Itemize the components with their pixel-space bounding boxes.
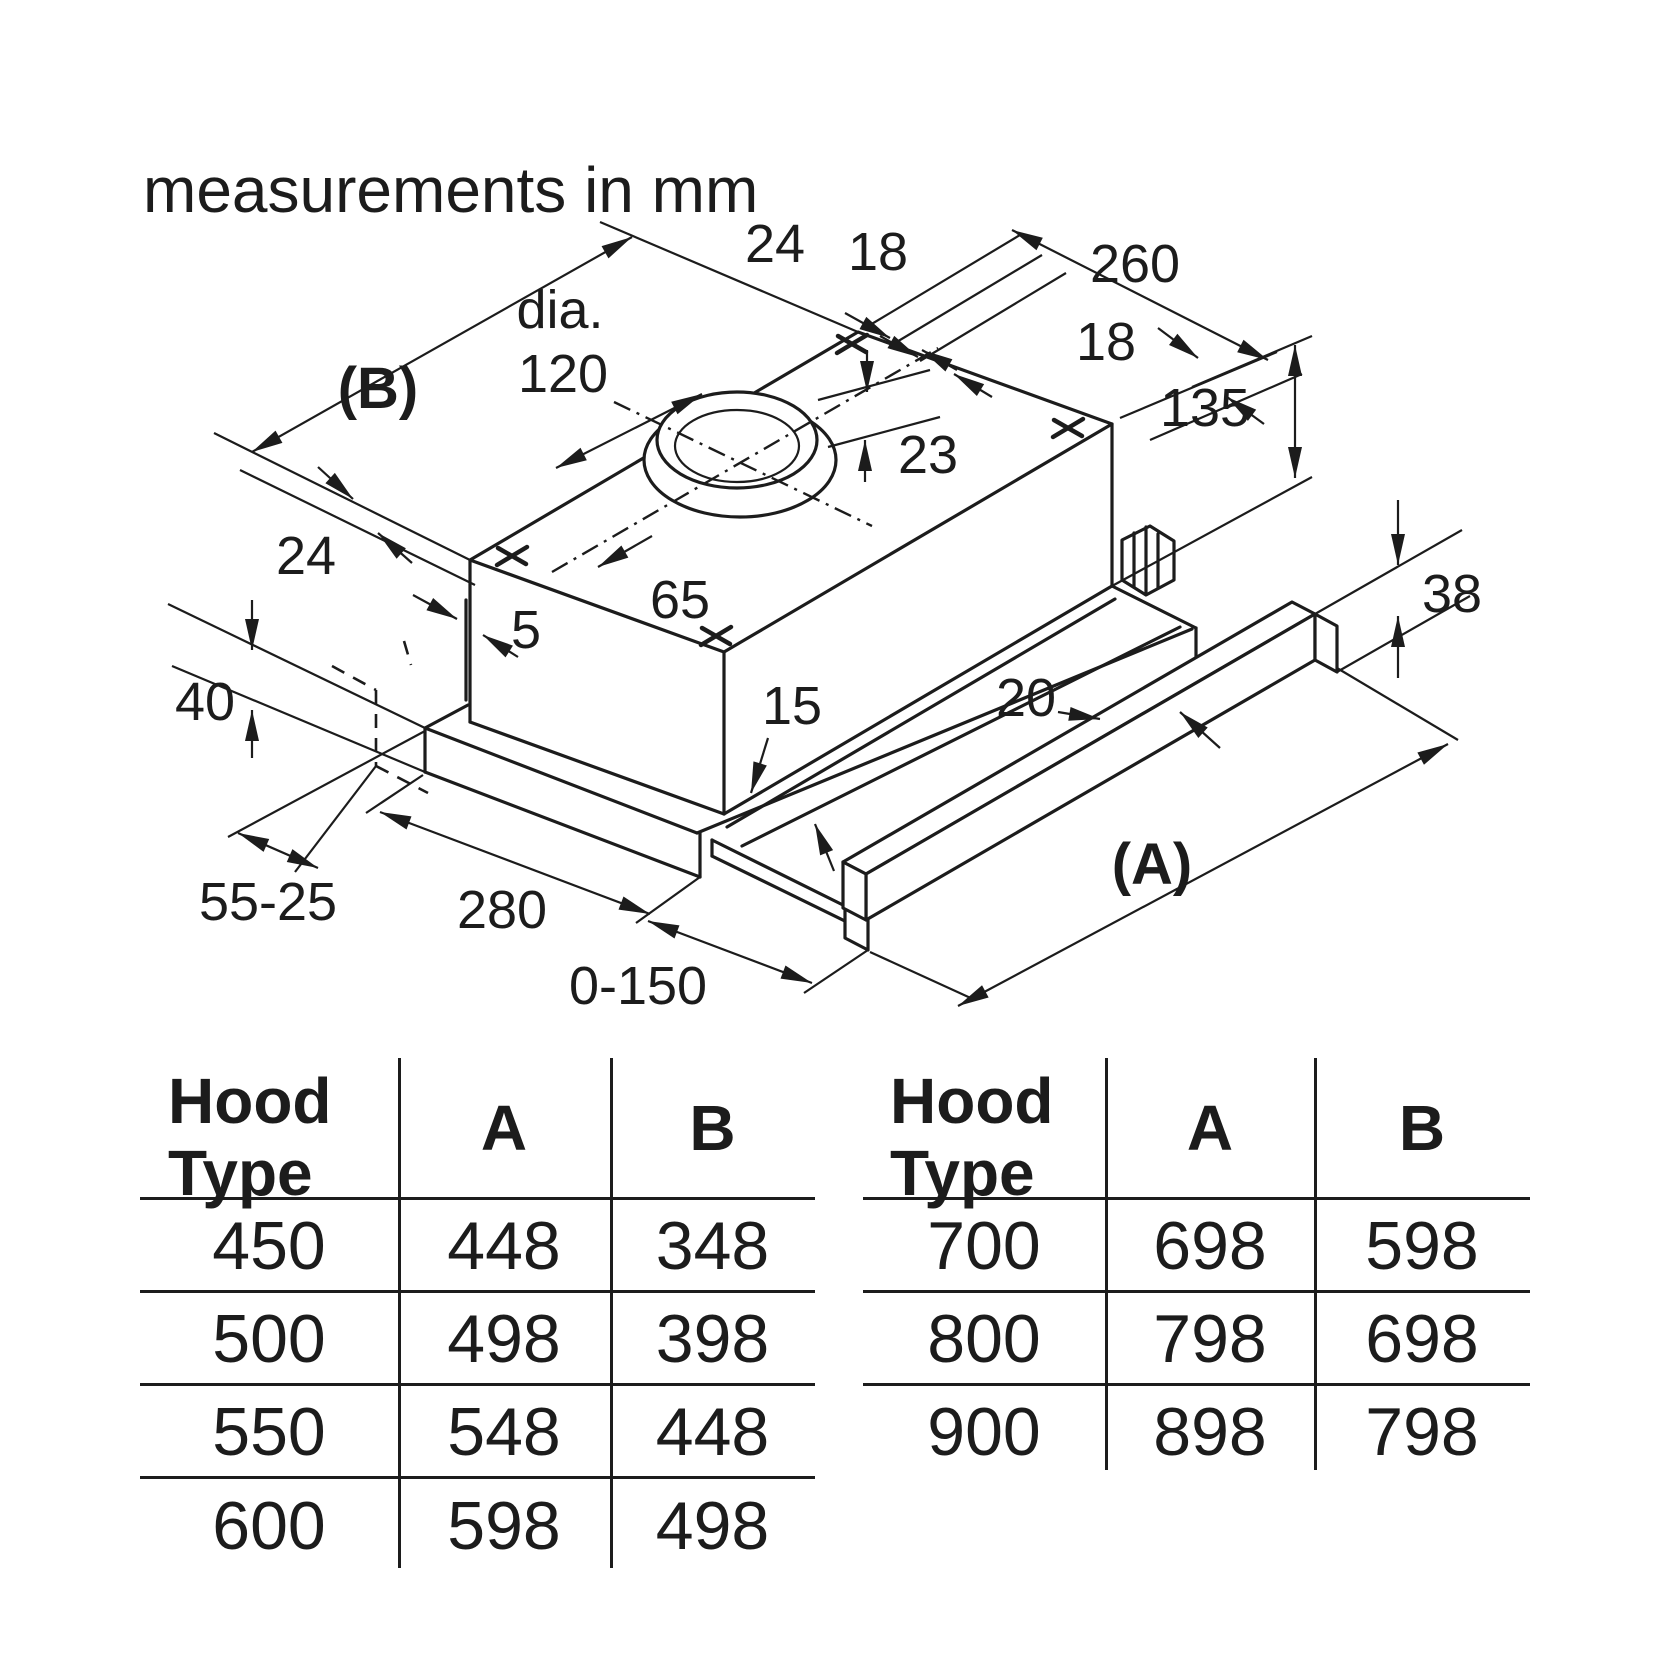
diagram-title: measurements in mm [143,154,759,226]
dim-range-55-25 [199,731,425,932]
cell-b: 348 [655,1208,770,1284]
column-header: B [689,1092,736,1164]
dim-label-38: 38 [1421,564,1483,624]
cell-hood-type: 800 [927,1301,1041,1377]
cell-a: 448 [447,1208,561,1284]
column-header: Hood Type [890,1065,1054,1209]
cell-hood-type: 600 [212,1488,326,1564]
dim-handle-38 [1315,500,1482,678]
dim-height-40 [168,600,425,772]
cell-b: 798 [1365,1394,1479,1470]
cell-b: 498 [655,1488,770,1564]
table-hrule [140,1476,815,1479]
cell-hood-type: 550 [212,1394,326,1470]
dim-label-dia: dia. [516,280,604,340]
dim-label-65: 65 [649,570,711,630]
column-header: Hood Type [168,1065,332,1209]
mounting-bracket [1122,526,1174,595]
cell-a: 898 [1153,1394,1267,1470]
dim-label-18-right: 18 [1075,312,1137,372]
dim-gap-5 [413,595,541,660]
drawer-handle-bar [843,602,1337,920]
cell-hood-type: 900 [927,1394,1041,1470]
cell-b: 398 [655,1301,770,1377]
cell-a: 798 [1153,1301,1267,1377]
cell-b: 598 [1365,1208,1479,1284]
dim-label-5: 5 [510,600,542,660]
table-hrule [140,1383,815,1386]
dim-label-120: 120 [517,344,609,404]
dim-label-B: (B) [337,356,419,421]
cell-hood-type: 700 [927,1208,1041,1284]
dim-travel-0-150 [569,877,868,1016]
column-header: A [1186,1092,1234,1164]
dim-label-20: 20 [995,668,1057,728]
dim-label-135: 135 [1159,378,1251,438]
dim-label-A: (A) [1111,832,1193,897]
dim-label-23: 23 [897,425,959,485]
table-hrule [863,1383,1530,1386]
cell-a: 498 [447,1301,561,1377]
dim-label-15: 15 [761,676,823,736]
cell-a: 548 [447,1394,561,1470]
cell-a: 598 [447,1488,561,1564]
cell-b: 698 [1365,1301,1479,1377]
dim-label-55-25: 55-25 [198,872,338,932]
dim-label-40: 40 [174,672,236,732]
hidden-cabinet-edges [332,600,466,793]
dim-label-260: 260 [1089,234,1181,294]
column-header: A [480,1092,528,1164]
dim-label-0-150: 0-150 [568,956,708,1016]
dim-label-280: 280 [456,880,548,940]
column-header: B [1398,1092,1446,1164]
cell-a: 698 [1153,1208,1267,1284]
cell-b: 448 [655,1394,770,1470]
table-hrule [140,1290,815,1293]
cell-hood-type: 500 [212,1301,326,1377]
dim-label-24-top: 24 [744,214,806,274]
dim-label-18-top: 18 [847,222,909,282]
table-hrule [863,1290,1530,1293]
dim-offset-24-left [240,467,475,586]
cell-hood-type: 450 [212,1208,326,1284]
dim-label-24-left: 24 [275,526,337,586]
